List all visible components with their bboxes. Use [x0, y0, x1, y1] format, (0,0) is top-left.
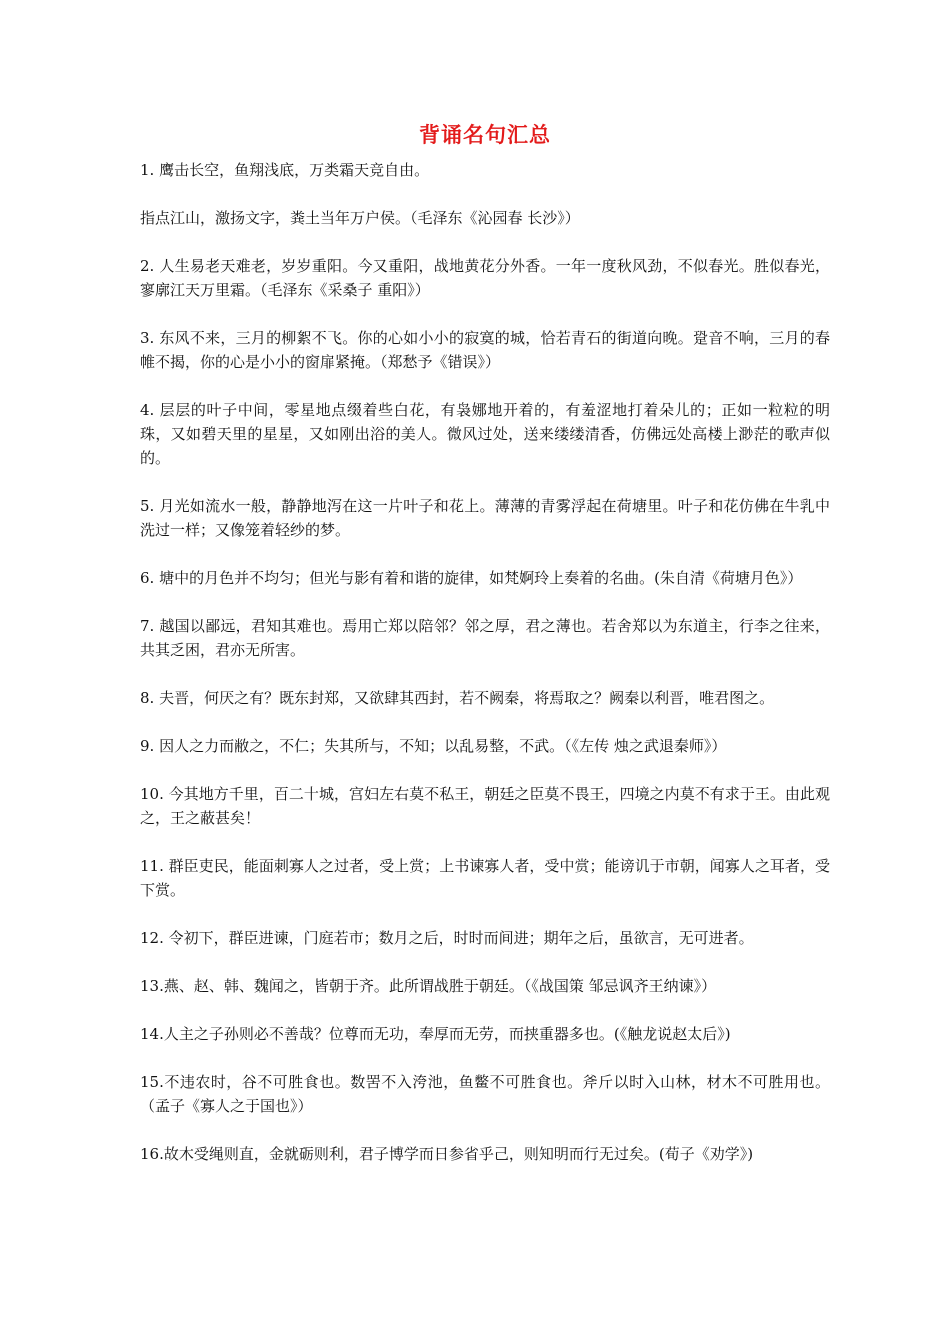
- paragraph-2: 2. 人生易老天难老，岁岁重阳。今又重阳，战地黄花分外香。一年一度秋风劲，不似春光。胜似春光，寥廓江天万里霜。（毛泽东《采桑子 重阳》）: [140, 257, 830, 299]
- paragraph-8: 8. 夫晋，何厌之有？既东封郑，又欲肆其西封，若不阙秦，将焉取之？阙秦以利晋，唯君图之。: [140, 689, 775, 707]
- paragraph-9: 9. 因人之力而敝之，不仁；失其所与，不知；以乱易整，不武。（《左传 烛之武退秦师》）: [140, 737, 727, 755]
- paragraph-5: 5. 月光如流水一般，静静地泻在这一片叶子和花上。薄薄的青雾浮起在荷塘里。叶子和花仿佛在牛乳中洗过一样；又像笼着轻纱的梦。: [140, 497, 830, 539]
- paragraph-10: 10. 今其地方千里，百二十城，宫妇左右莫不私王，朝廷之臣莫不畏王，四境之内莫不有求于王。由此观之，王之蔽甚矣！: [140, 785, 830, 827]
- paragraph-1: 1. 鹰击长空，鱼翔浅底，万类霜天竞自由。: [140, 161, 430, 179]
- paragraph-6: 6. 塘中的月色并不均匀；但光与影有着和谐的旋律，如梵婀玲上奏着的名曲。(朱自清《荷塘月色》）: [140, 569, 803, 587]
- paragraph-14: 14.人主之子孙则必不善哉？位尊而无功，奉厚而无劳，而挟重器多也。(《触龙说赵太后》): [140, 1025, 731, 1043]
- paragraph-4: 4. 层层的叶子中间，零星地点缀着些白花，有袅娜地开着的，有羞涩地打着朵儿的；正如一粒粒的明珠，又如碧天里的星星，又如刚出浴的美人。微风过处，送来缕缕清香，仿佛远处高楼上渺茫的歌声似的。: [140, 401, 830, 467]
- paragraph-7: 7. 越国以鄙远，君知其难也。焉用亡郑以陪邻？邻之厚，君之薄也。若舍郑以为东道主，行李之往来，共其乏困，君亦无所害。: [140, 617, 830, 659]
- paragraph-12: 12. 令初下，群臣进谏，门庭若市；数月之后，时时而间进；期年之后，虽欲言，无可进者。: [140, 929, 754, 947]
- paragraph-11: 11. 群臣吏民，能面刺寡人之过者，受上赏；上书谏寡人者，受中赏；能谤讥于市朝，闻寡人之耳者，受下赏。: [140, 857, 830, 899]
- document-title: 背诵名句汇总: [419, 122, 551, 147]
- paragraph-15: 15.不违农时，谷不可胜食也。数罟不入洿池，鱼鳖不可胜食也。斧斤以时入山林，材木不可胜用也。（孟子《寡人之于国也》）: [140, 1073, 830, 1115]
- document-page: [140, 118, 830, 1166]
- paragraph-16: 16.故木受绳则直，金就砺则利，君子博学而日参省乎己，则知明而行无过矣。(荀子《劝学》): [140, 1145, 754, 1163]
- paragraph-13: 13.燕、赵、韩、魏闻之，皆朝于齐。此所谓战胜于朝廷。（《战国策 邹忌讽齐王纳谏》）: [140, 977, 717, 995]
- paragraph-1-continued: 指点江山，激扬文字，粪土当年万户侯。（毛泽东《沁园春 长沙》）: [140, 209, 580, 227]
- paragraph-3: 3. 东风不来，三月的柳絮不飞。你的心如小小的寂寞的城，恰若青石的街道向晚。跫音不响，三月的春帷不揭，你的心是小小的窗扉紧掩。（郑愁予《错误》）: [140, 329, 830, 371]
